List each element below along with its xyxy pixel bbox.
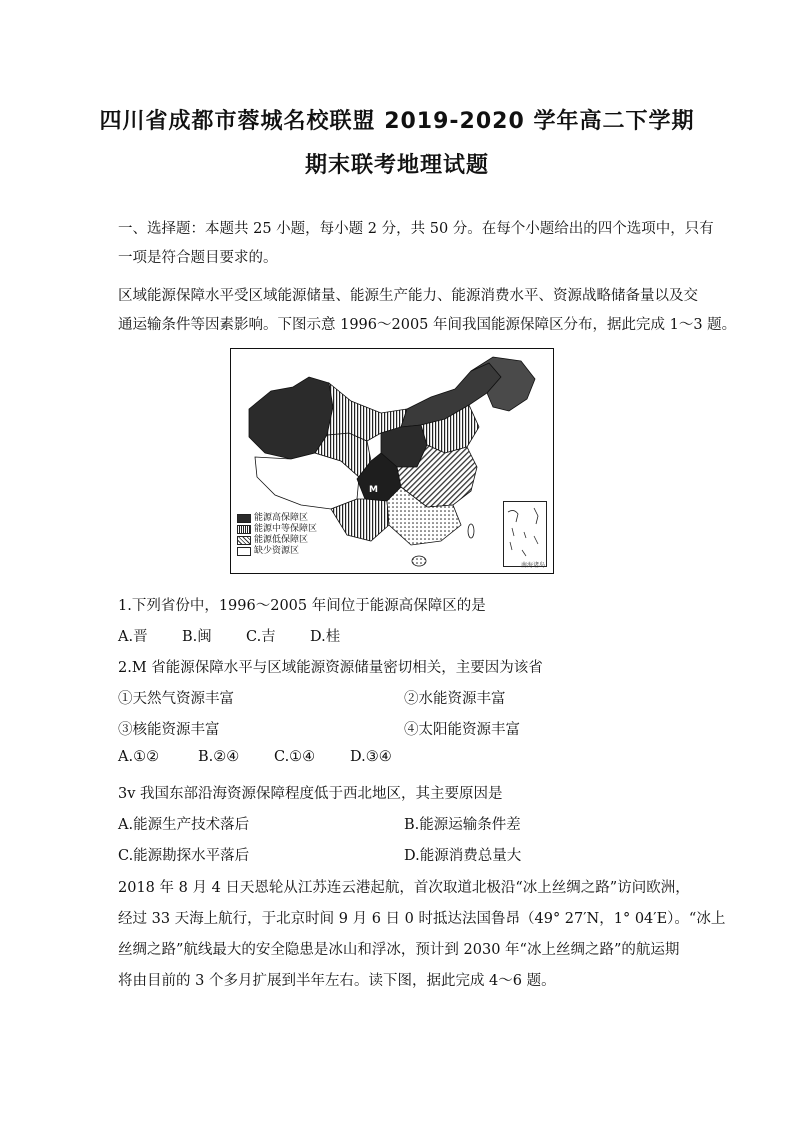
section-instructions-line2: 一项是符合题目要求的。 <box>118 250 278 266</box>
legend-lack-swatch <box>237 547 251 556</box>
q2-option-a[interactable]: A.①② <box>118 749 160 765</box>
legend-lack <box>237 546 317 557</box>
inset-caption: 南海诸岛 <box>520 562 545 569</box>
exam-title-line1: 四川省成都市蓉城名校联盟 2019-2020 学年高二下学期 <box>99 109 695 134</box>
south-china-sea-inset <box>503 501 547 567</box>
question-3-stem: 3v 我国东部沿海资源保障程度低于西北地区，其主要原因是 <box>118 786 503 802</box>
q3-option-a[interactable]: A.能源生产技术落后 <box>118 817 250 833</box>
q2-statement-2: ②水能资源丰富 <box>404 691 506 707</box>
intro2-paragraph-line4: 将由目前的 3 个多月扩展到半年左右。读下图，据此完成 4～6 题。 <box>118 973 556 989</box>
q1-option-d[interactable]: D.桂 <box>310 629 341 645</box>
q3-option-b[interactable]: B.能源运输条件差 <box>404 817 521 833</box>
q2-statement-1: ①天然气资源丰富 <box>118 691 234 707</box>
map-marker-m: M <box>369 485 378 495</box>
region-taiwan <box>468 524 474 538</box>
region-hainan <box>412 556 426 566</box>
exam-title-line2: 期末联考地理试题 <box>304 153 489 178</box>
legend-low-label: 能源低保障区 <box>254 535 309 545</box>
china-energy-map <box>230 348 554 574</box>
intro2-paragraph-line2: 经过 33 天海上航行，于北京时间 9 月 6 日 0 时抵达法国鲁昂（49° 27′N，1° 04′E）。“冰上 <box>118 911 726 927</box>
legend-lack-label: 缺少资源区 <box>254 546 300 556</box>
q1-option-a[interactable]: A.晋 <box>118 629 148 645</box>
intro2-paragraph-line1: 2018 年 8 月 4 日天恩轮从江苏连云港起航，首次取道北极沿“冰上丝绸之路”访问欧洲， <box>118 880 690 896</box>
legend-high-label: 能源高保障区 <box>254 513 309 523</box>
legend-mid <box>237 524 317 535</box>
legend-low-swatch <box>237 536 251 545</box>
q3-option-c[interactable]: C.能源勘探水平落后 <box>118 848 250 864</box>
legend-mid-label: 能源中等保障区 <box>254 524 318 534</box>
section-instructions-line1: 一、选择题：本题共 25 小题，每小题 2 分，共 50 分。在每个小题给出的四个选项中，只有 <box>118 221 714 237</box>
q2-option-b[interactable]: B.②④ <box>198 749 240 765</box>
intro-paragraph-line2: 通运输条件等因素影响。下图示意 1996～2005 年间我国能源保障区分布，据此完成 1～3 题。 <box>118 317 737 333</box>
legend-low <box>237 535 317 546</box>
q3-option-d[interactable]: D.能源消费总量大 <box>404 848 522 864</box>
q1-option-b[interactable]: B.闽 <box>182 629 212 645</box>
intro2-paragraph-line3: 丝绸之路”航线最大的安全隐患是冰山和浮冰，预计到 2030 年“冰上丝绸之路”的航运期 <box>118 942 680 958</box>
q2-statement-4: ④太阳能资源丰富 <box>404 722 520 738</box>
inset-graphic <box>504 502 546 566</box>
question-1-stem: 1.下列省份中，1996～2005 年间位于能源高保障区的是 <box>118 598 486 614</box>
q2-option-c[interactable]: C.①④ <box>274 749 316 765</box>
q1-option-c[interactable]: C.吉 <box>246 629 276 645</box>
intro-paragraph-line1: 区域能源保障水平受区域能源储量、能源生产能力、能源消费水平、资源战略储备量以及交 <box>118 288 698 304</box>
q2-option-d[interactable]: D.③④ <box>350 749 392 765</box>
q2-statement-3: ③核能资源丰富 <box>118 722 220 738</box>
map-legend <box>237 513 317 557</box>
legend-mid-swatch <box>237 525 251 534</box>
legend-high-swatch <box>237 514 251 523</box>
legend-high <box>237 513 317 524</box>
question-2-stem: 2.M 省能源保障水平与区域能源资源储量密切相关，主要因为该省 <box>118 660 543 676</box>
region-yunnan <box>331 499 389 541</box>
